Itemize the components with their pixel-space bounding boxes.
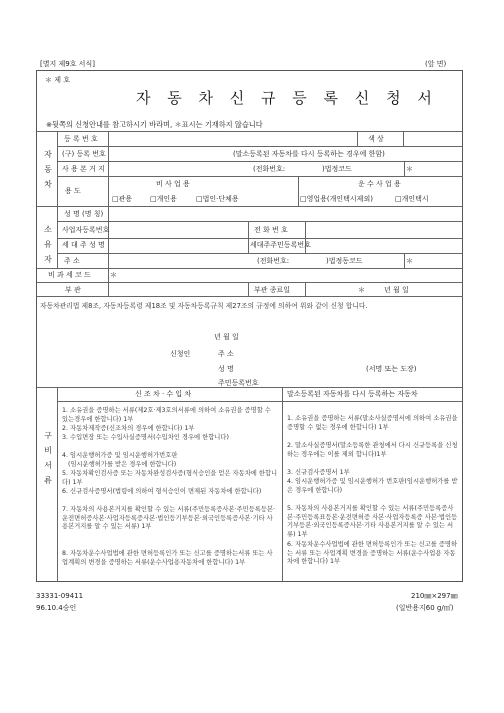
- footer-approval: 96.10.4승인: [36, 604, 77, 612]
- tax-star: ＊: [110, 271, 117, 279]
- burden-end-label: 부관 종료일: [254, 286, 291, 294]
- reg-no-label: 등 록 번 호: [64, 135, 98, 143]
- burden-date: 년 월 일: [384, 286, 409, 294]
- docs-right-item: 6. 자동차운수사업법에 관한 면허등록인가 또는 신고를 증명하는 서류 또는 사업계획 변경을 증명하는 서류(운수사업용 자동차에 한합니다) 1부: [287, 541, 458, 566]
- burden-label: 부 관: [65, 286, 81, 294]
- applicant-address-label: 주 소: [218, 350, 234, 358]
- address-label: 주 소: [64, 257, 80, 265]
- docs-right-item: 1. 소유권을 증명하는 서류(말소사실증명서에 의하여 소유권을 증명할 수 없는 경우에 한합니다) 1부: [287, 415, 458, 431]
- storage-star: ＊: [406, 165, 413, 173]
- biz-no-label: 사업자등록번호: [62, 226, 110, 234]
- prev-reg-note: (말소등록된 자동차를 다시 등록하는 경우에 한함): [233, 150, 385, 158]
- applicant-name-label: 성 명: [218, 365, 234, 373]
- storage-label: 사 용 본 거 지: [62, 165, 105, 173]
- docs-right-item: 4. 임시운행허가증 및 임시운행허가 번호판(임시운행허가를 받은 경우에 한합니다): [287, 478, 458, 494]
- head-name-label: 세 대 주 성 명: [62, 241, 105, 249]
- docs-right-item: 3. 신규검사증명서 1부: [287, 469, 350, 476]
- notice-text: ※뒷쪽의 신청안내를 참고하시기 바라며, ＊표시는 기재하지 않습니다: [46, 120, 263, 129]
- docs-left-item: 3. 수입면장 또는 수입사실증명서(수입차인 경우에 한합니다): [62, 434, 229, 441]
- address-star: ＊: [406, 257, 413, 265]
- usage-option-taxi[interactable]: □개인택시: [395, 195, 429, 203]
- footer-size: 210㎜×297㎜: [411, 592, 458, 600]
- footer-code: 33331-09411: [36, 592, 84, 600]
- form-title: 자 동 차 신 규 등 록 신 청 서: [136, 89, 438, 107]
- address-phone-label: (전화번호:: [257, 257, 290, 265]
- docs-right-item: 5. 자동차의 사용본거지를 확인할 수 있는 서류(주민등록증사본·주민등록표등본·운전면허증 사본·사업자등록증 사본·법인등기부등본·외국인등록증사본·기타 사용본거지를 알 수 있는 서류) 1부: [287, 505, 458, 538]
- docs-left-item: 2. 자동차제작증(신조차의 경우에 한합니다) 1부: [62, 425, 195, 432]
- legal-statement: 자동차관리법 제8조, 자동차등록령 제18조 및 자동차등록규칙 제27조의 규정에 의하여 위와 같이 신청 합니다.: [40, 302, 368, 310]
- docs-left-item: 7. 자동차의 사용본거지를 확인할 수 있는 서류(주민등록증사본·주민등록등본·운전면허증사본·사업자등록증사본·법인등기부등본·외국인등록증사본·기타 사용본거지를 알 수 있는 서류) 1부: [62, 506, 276, 531]
- usage-option-corporate[interactable]: □법인·단체용: [196, 195, 239, 203]
- applicant-label: 신청인: [170, 350, 191, 358]
- owner-name-label: 성 명 (명 칭): [64, 210, 104, 218]
- color-label: 색 상: [368, 135, 384, 143]
- prev-reg-label: (구) 등록 번호: [62, 150, 106, 158]
- docs-section-label: 구 비 서 류: [44, 431, 52, 485]
- docs-left-header: 신 조 차 · 수 입 차: [135, 390, 192, 398]
- burden-star: ＊: [358, 286, 365, 294]
- usage-option-personal[interactable]: □개인용: [150, 195, 177, 203]
- usage-option-gov[interactable]: □관용: [112, 195, 133, 203]
- vehicle-section-label: 자 동 차: [44, 150, 52, 189]
- seal-label: (서명 또는 도장): [366, 365, 417, 373]
- docs-left-item: 4. 임시운행허가증 및 임시운행허가번호판: [62, 452, 178, 459]
- storage-phone-label: (전화번호:: [253, 165, 286, 173]
- docs-left-item: (임시운행허가를 받은 경우에 한합니다): [68, 461, 177, 468]
- commercial-label: 운 수 사 업 용: [358, 180, 401, 188]
- docs-left-item: 1. 소유권을 증명하는 서류(제2호·제3호의서류에 의하여 소유권을 증명할 수 있는경우에 한합니다) 1부: [62, 407, 271, 423]
- usage-option-business[interactable]: □영업용(개인택시제외): [300, 195, 373, 203]
- docs-left-item: 8. 자동차운수사업법에 관한 면허등록인가 또는 신고를 증명하는서류 또는 사업계획의 변경을 증명하는 서류(운수사업용자동차에 한합니다) 1부: [62, 550, 273, 566]
- form-number: [별지 제9호 서식]: [40, 60, 95, 68]
- page-side: (앞 면): [425, 60, 447, 68]
- address-district-label: )법정동코드: [326, 257, 363, 265]
- noncommercial-label: 비 사 업 용: [156, 180, 190, 188]
- docs-left-item: 6. 신규검사증명서(법령에 의하여 형식승인이 면제된 자동차에 한합니다): [62, 488, 262, 495]
- docs-left-item: 5. 자동차확인검사증 또는 자동차완성검사증(형식승인을 얻은 자동차에 한합니다) 1부: [62, 470, 278, 486]
- applicant-id-label: 주민등록번호: [218, 379, 259, 387]
- footer-paper: (일반용지60 g/㎡): [396, 604, 454, 612]
- usage-label: 용 도: [65, 187, 81, 195]
- owner-section-label: 소 유 자: [44, 225, 52, 264]
- head-id-label: 세대주주민등록번호: [250, 241, 311, 249]
- docs-right-item: 2. 말소사실증명서(말소등록한 관청에서 다시 신규등록을 신청하는 경우에는 이를 제외 합니다)1부: [287, 442, 458, 458]
- sign-date: 년 월 일: [214, 333, 239, 341]
- docs-right-header: 말소등록된 자동차를 다시 등록하는 자동차: [287, 390, 418, 398]
- storage-district-label: )법정코드: [322, 165, 352, 173]
- receipt-number: ＊ 제 호: [45, 76, 70, 84]
- tax-code-label: 비 과 세 코 드: [48, 271, 91, 279]
- owner-phone-label: 전 화 번 호: [254, 226, 288, 234]
